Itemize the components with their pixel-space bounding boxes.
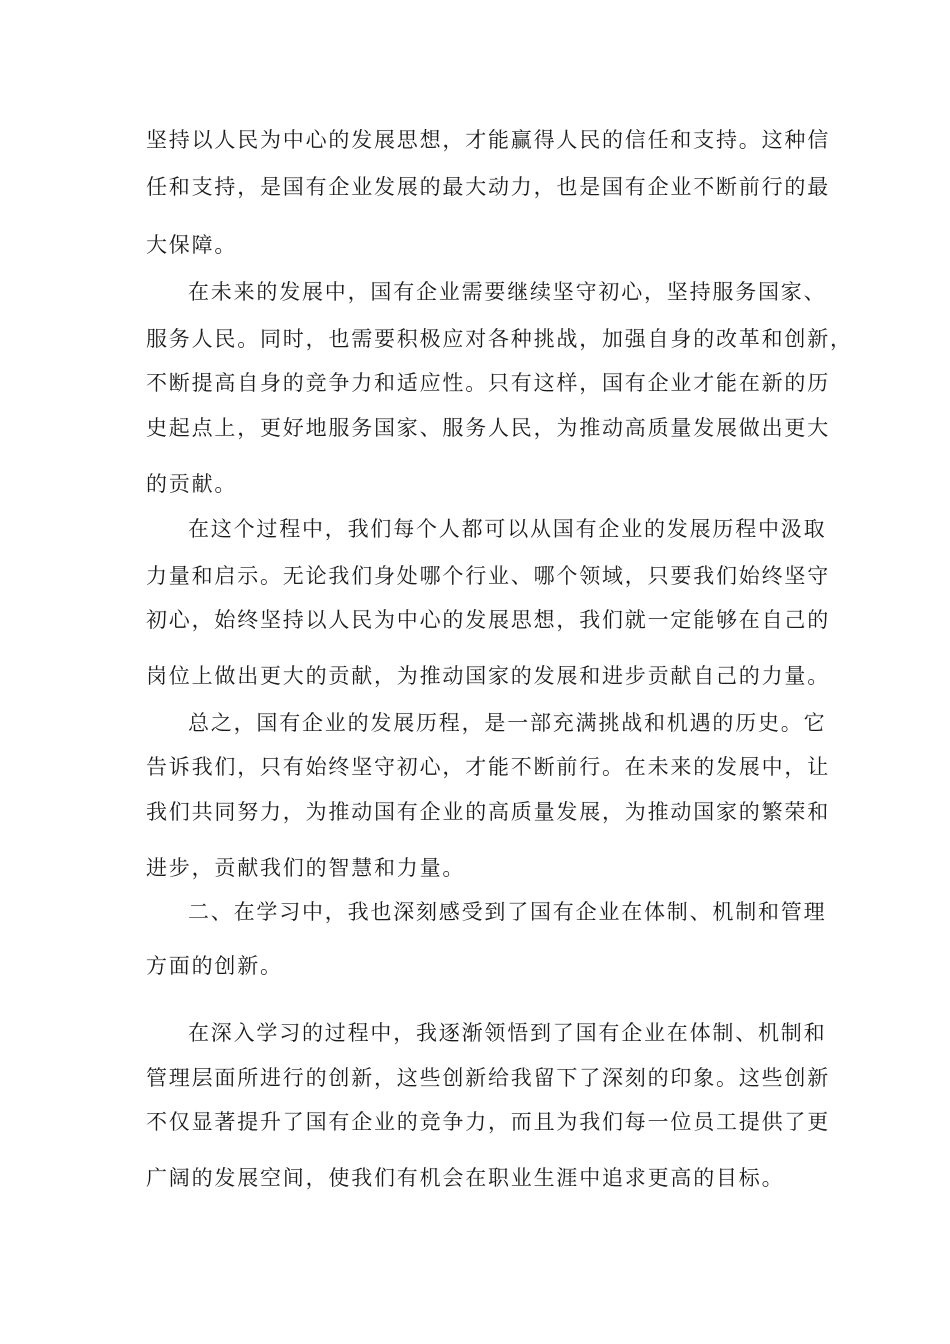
text-line: 的贡献。	[146, 472, 238, 496]
text-line: 坚持以人民为中心的发展思想，才能赢得人民的信任和支持。这种信	[146, 128, 830, 152]
text-line: 史起点上，更好地服务国家、服务人民，为推动高质量发展做出更大	[146, 416, 830, 440]
paragraph-first-line: 总之，国有企业的发展历程，是一部充满挑战和机遇的历史。它	[188, 711, 827, 735]
text-line: 任和支持，是国有企业发展的最大动力，也是国有企业不断前行的最	[146, 175, 830, 199]
text-line: 服务人民。同时，也需要积极应对各种挑战，加强自身的改革和创新，	[146, 327, 853, 351]
text-line: 广阔的发展空间，使我们有机会在职业生涯中追求更高的目标。	[146, 1166, 785, 1190]
text-line: 大保障。	[146, 233, 238, 257]
text-line: 不断提高自身的竞争力和适应性。只有这样，国有企业才能在新的历	[146, 371, 830, 395]
text-line: 告诉我们，只有始终坚守初心，才能不断前行。在未来的发展中，让	[146, 755, 830, 779]
paragraph-first-line: 在未来的发展中，国有企业需要继续坚守初心，坚持服务国家、	[188, 280, 827, 304]
section-heading-line: 方面的创新。	[146, 954, 283, 978]
paragraph-first-line: 在深入学习的过程中，我逐渐领悟到了国有企业在体制、机制和	[188, 1021, 827, 1045]
section-heading-line: 二、在学习中，我也深刻感受到了国有企业在体制、机制和管理	[188, 900, 827, 924]
text-line: 不仅显著提升了国有企业的竞争力，而且为我们每一位员工提供了更	[146, 1110, 830, 1134]
text-line: 管理层面所进行的创新，这些创新给我留下了深刻的印象。这些创新	[146, 1066, 830, 1090]
paragraph-first-line: 在这个过程中，我们每个人都可以从国有企业的发展历程中汲取	[188, 517, 827, 541]
text-line: 力量和启示。无论我们身处哪个行业、哪个领域，只要我们始终坚守	[146, 564, 830, 588]
text-line: 岗位上做出更大的贡献，为推动国家的发展和进步贡献自己的力量。	[146, 664, 830, 688]
text-line: 初心，始终坚持以人民为中心的发展思想，我们就一定能够在自己的	[146, 608, 830, 632]
text-line: 我们共同努力，为推动国有企业的高质量发展，为推动国家的繁荣和	[146, 800, 830, 824]
text-line: 进步，贡献我们的智慧和力量。	[146, 856, 466, 880]
